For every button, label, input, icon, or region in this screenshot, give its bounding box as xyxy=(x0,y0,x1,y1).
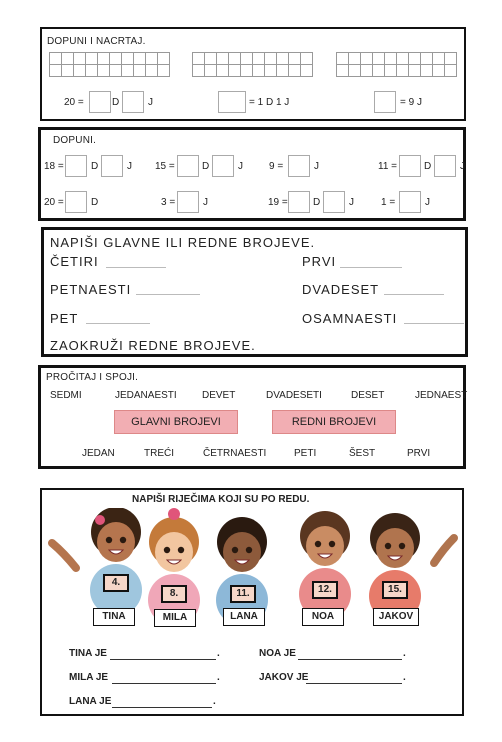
equation-label: 20 = xyxy=(44,197,64,208)
kid-face xyxy=(97,522,135,562)
match-word[interactable]: JEDAN xyxy=(82,448,115,459)
answer-line[interactable] xyxy=(110,659,216,660)
sentence-start: TINA JE xyxy=(69,648,107,659)
equation-label: 9 = xyxy=(269,161,284,172)
section-footer: ZAOKRUŽI REDNE BROJEVE. xyxy=(50,338,256,353)
match-word[interactable]: SEDMI xyxy=(50,390,82,401)
answer-line[interactable] xyxy=(106,267,166,268)
answer-line[interactable] xyxy=(298,659,402,660)
match-word[interactable]: JEDNAEST xyxy=(415,390,468,401)
answer-line[interactable] xyxy=(86,323,150,324)
answer-box[interactable] xyxy=(288,191,310,213)
name-tag: TINA xyxy=(93,608,135,626)
answer-line[interactable] xyxy=(112,707,212,708)
kid-arm xyxy=(52,543,76,568)
ordinal-numbers-button[interactable]: REDNI BROJEVI xyxy=(272,410,396,434)
tens-label: D xyxy=(112,97,120,108)
number-board: 12. xyxy=(312,581,338,599)
answer-box[interactable] xyxy=(434,155,456,177)
section-title: NAPIŠI GLAVNE ILI REDNE BROJEVE. xyxy=(50,235,316,250)
ones-label: J xyxy=(238,161,243,172)
number-board: 11. xyxy=(230,585,256,603)
kid-arm xyxy=(434,538,454,563)
answer-line[interactable] xyxy=(384,294,444,295)
kid-face xyxy=(155,532,193,572)
answer-box[interactable] xyxy=(288,155,310,177)
match-word[interactable]: DVADESETI xyxy=(266,390,322,401)
kid-face xyxy=(223,532,261,572)
match-word[interactable]: ŠEST xyxy=(349,448,376,459)
tens-label: D xyxy=(202,161,210,172)
ones-label: J xyxy=(203,197,208,208)
kid-face xyxy=(306,526,344,566)
sentence-end: . xyxy=(213,696,216,707)
kid-eye xyxy=(178,547,184,553)
hair-bow xyxy=(95,515,105,525)
kid-eye xyxy=(106,537,112,543)
sentence-end: . xyxy=(403,672,406,683)
word-right-1: PRVI xyxy=(302,254,337,269)
ones-label: J xyxy=(425,197,430,208)
section-write-order xyxy=(40,488,464,716)
match-word[interactable]: PRVI xyxy=(407,448,431,459)
ones-label: J xyxy=(349,197,354,208)
sentence-end: . xyxy=(403,648,406,659)
answer-box[interactable] xyxy=(177,191,199,213)
word-left-1: ČETIRI xyxy=(50,254,99,269)
answer-box[interactable] xyxy=(89,91,111,113)
equation-label: 3 = xyxy=(161,197,176,208)
sentence-start: MILA JE xyxy=(69,672,109,683)
number-board: 4. xyxy=(103,574,129,592)
ones-label: J xyxy=(460,161,465,172)
tens-label: D xyxy=(91,197,99,208)
word-right-3: OSAMNAESTI xyxy=(302,311,398,326)
kid-eye xyxy=(315,541,321,547)
drawing-grid-3[interactable] xyxy=(336,52,457,77)
tens-label: D xyxy=(313,197,321,208)
answer-box[interactable] xyxy=(177,155,199,177)
kid-eye xyxy=(385,543,391,549)
answer-box[interactable] xyxy=(399,191,421,213)
kid-eye xyxy=(120,537,126,543)
section-title: PROČITAJ I SPOJI. xyxy=(46,372,139,383)
section-fill xyxy=(38,127,466,221)
answer-box[interactable] xyxy=(374,91,396,113)
section-cardinal-ordinal xyxy=(41,227,468,357)
name-tag: NOA xyxy=(302,608,344,626)
sentence-start: NOA JE xyxy=(259,648,296,659)
word-left-3: PET xyxy=(50,311,79,326)
section-read-match xyxy=(38,365,466,469)
match-word[interactable]: TREĆI xyxy=(144,448,174,459)
sentence-end: . xyxy=(217,672,220,683)
name-tag: LANA xyxy=(223,608,265,626)
section-title: DOPUNI. xyxy=(53,135,97,146)
answer-line[interactable] xyxy=(340,267,402,268)
answer-box[interactable] xyxy=(65,191,87,213)
match-word[interactable]: PETI xyxy=(294,448,317,459)
match-word[interactable]: DESET xyxy=(351,390,385,401)
answer-line[interactable] xyxy=(404,323,464,324)
answer-line[interactable] xyxy=(306,683,402,684)
ones-label: J xyxy=(127,161,132,172)
kid-face xyxy=(376,528,414,568)
equation-label: 11 = xyxy=(378,161,397,172)
equation-label: 1 = xyxy=(381,197,396,208)
word-left-2: PETNAESTI xyxy=(50,282,132,297)
match-word[interactable]: ČETRNAESTI xyxy=(203,448,267,459)
match-word[interactable]: DEVET xyxy=(202,390,236,401)
kid-eye xyxy=(164,547,170,553)
answer-box[interactable] xyxy=(323,191,345,213)
answer-box[interactable] xyxy=(212,155,234,177)
kid-eye xyxy=(329,541,335,547)
ones-label: J xyxy=(314,161,319,172)
drawing-grid-1[interactable] xyxy=(49,52,170,77)
section-title: DOPUNI I NACRTAJ. xyxy=(47,36,146,47)
hair-bow xyxy=(168,508,180,520)
number-board: 15. xyxy=(382,581,408,599)
ones-label: J xyxy=(148,97,153,108)
answer-line[interactable] xyxy=(136,294,200,295)
sentence-end: . xyxy=(217,648,220,659)
kid-eye xyxy=(246,547,252,553)
section-title: NAPIŠI RIJEČIMA KOJI SU PO REDU. xyxy=(132,494,310,505)
answer-box[interactable] xyxy=(101,155,123,177)
sentence-start: LANA JE xyxy=(69,696,112,707)
answer-line[interactable] xyxy=(112,683,216,684)
equation-label: 15 = xyxy=(155,161,175,172)
answer-box[interactable] xyxy=(218,91,246,113)
match-word[interactable]: JEDANAESTI xyxy=(115,390,177,401)
equation-label: = 9 J xyxy=(400,97,422,108)
name-tag: JAKOV xyxy=(373,608,419,626)
word-right-2: DVADESET xyxy=(302,282,380,297)
section-fill-draw xyxy=(40,27,466,121)
tens-label: D xyxy=(424,161,432,172)
number-board: 8. xyxy=(161,585,187,603)
equation-label: 20 = xyxy=(64,97,84,108)
equation-label: 19 = xyxy=(268,197,288,208)
cardinal-numbers-button[interactable]: GLAVNI BROJEVI xyxy=(114,410,238,434)
tens-label: D xyxy=(91,161,99,172)
equation-label: 18 = xyxy=(44,161,64,172)
answer-box[interactable] xyxy=(122,91,144,113)
kid-eye xyxy=(399,543,405,549)
answer-box[interactable] xyxy=(65,155,87,177)
drawing-grid-2[interactable] xyxy=(192,52,313,77)
kid-eye xyxy=(232,547,238,553)
equation-label: = 1 D 1 J xyxy=(249,97,290,108)
name-tag: MILA xyxy=(154,609,196,627)
answer-box[interactable] xyxy=(399,155,421,177)
sentence-start: JAKOV JE xyxy=(259,672,309,683)
